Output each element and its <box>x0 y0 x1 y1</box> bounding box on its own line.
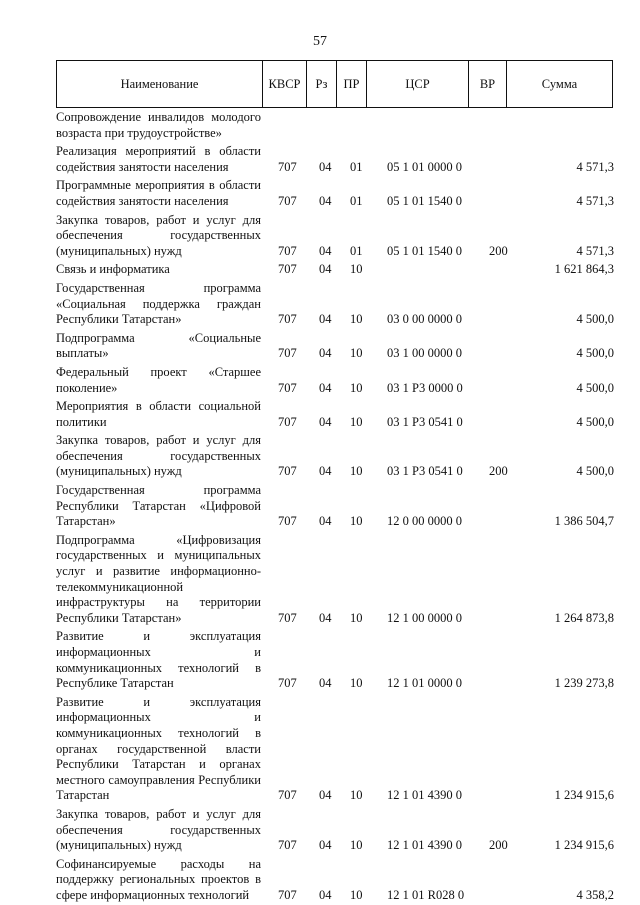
row-kvsr: 707 <box>278 262 297 277</box>
row-pr: 10 <box>350 514 363 529</box>
row-csr: 03 1 Р3 0541 0 <box>387 464 463 479</box>
row-name: Развитие и эксплуатация информационных и коммуникационных технологий в органах государственной власти Республики Татарстан и органах местного самоуправления Республики Татарстан <box>56 694 261 803</box>
table-row <box>56 695 616 804</box>
row-rz: 04 <box>319 887 332 902</box>
row-pr: 10 <box>350 838 363 853</box>
row-csr: 05 1 01 1540 0 <box>387 243 462 258</box>
header-csr: ЦСР <box>367 61 469 108</box>
row-name: Реализация мероприятий в области содействия занятости населения <box>56 144 261 174</box>
row-pr: 01 <box>350 243 363 258</box>
row-vr: 200 <box>489 838 508 853</box>
table-row <box>56 629 616 691</box>
row-rz: 04 <box>319 838 332 853</box>
row-rz: 04 <box>319 193 332 208</box>
row-csr: 03 1 Р3 0541 0 <box>387 414 463 429</box>
row-csr: 05 1 01 0000 0 <box>387 159 462 174</box>
row-kvsr: 707 <box>278 788 297 803</box>
row-pr: 10 <box>350 346 363 361</box>
row-csr: 12 1 00 0000 0 <box>387 610 462 625</box>
row-name: Государственная программа «Социальная поддержка граждан Республики Татарстан» <box>56 280 261 327</box>
row-pr: 10 <box>350 610 363 625</box>
row-rz: 04 <box>319 346 332 361</box>
row-rz: 04 <box>319 610 332 625</box>
row-name: Подпрограмма «Социальные выплаты» <box>56 330 261 361</box>
header-rz: Рз <box>307 61 337 108</box>
row-pr: 01 <box>350 159 363 174</box>
row-rz: 04 <box>319 312 332 327</box>
row-kvsr: 707 <box>278 243 297 258</box>
table-row <box>56 533 616 627</box>
row-kvsr: 707 <box>278 312 297 327</box>
budget-table-body <box>56 110 616 904</box>
row-kvsr: 707 <box>278 514 297 529</box>
row-name: Государственная программа Республики Татарстан «Цифровой Татарстан» <box>56 483 261 529</box>
row-name: Мероприятия в области социальной политики <box>56 399 261 429</box>
row-pr: 10 <box>350 887 363 902</box>
row-csr: 12 1 01 4390 0 <box>387 838 462 853</box>
row-vr: 200 <box>489 464 508 479</box>
row-name: Софинансируемые расходы на поддержку региональных проектов в сфере информационных технологий <box>56 856 261 902</box>
row-pr: 10 <box>350 312 363 327</box>
header-name: Наименование <box>57 61 263 108</box>
row-kvsr: 707 <box>278 380 297 395</box>
table-row <box>56 144 616 175</box>
row-kvsr: 707 <box>278 838 297 853</box>
row-rz: 04 <box>319 380 332 395</box>
row-csr: 05 1 01 1540 0 <box>387 193 462 208</box>
header-sum: Сумма <box>507 61 613 108</box>
row-rz: 04 <box>319 414 332 429</box>
row-csr: 12 1 01 4390 0 <box>387 788 462 803</box>
header-vr: ВР <box>469 61 507 108</box>
row-sum: 4 571,3 <box>576 159 614 174</box>
row-vr: 200 <box>489 243 508 258</box>
table-row <box>56 331 616 362</box>
row-name: Закупка товаров, работ и услуг для обеспечения государственных (муниципальных) нужд <box>56 806 261 853</box>
row-name: Закупка товаров, работ и услуг для обеспечения государственных (муниципальных) нужд <box>56 433 261 479</box>
row-rz: 04 <box>319 262 332 277</box>
row-csr: 12 1 01 R028 0 <box>387 887 465 902</box>
table-row <box>56 110 616 141</box>
row-sum: 1 234 915,6 <box>554 838 614 853</box>
row-csr: 12 1 01 0000 0 <box>387 676 462 691</box>
table-header <box>56 60 613 108</box>
row-name: Федеральный проект «Старшее поколение» <box>56 364 261 395</box>
row-sum: 4 571,3 <box>576 243 614 258</box>
table-row <box>56 483 616 530</box>
row-sum: 1 621 864,3 <box>554 262 614 277</box>
row-rz: 04 <box>319 676 332 691</box>
row-sum: 1 264 873,8 <box>554 610 614 625</box>
row-csr: 12 0 00 0000 0 <box>387 514 462 529</box>
row-sum: 4 358,2 <box>576 887 614 902</box>
row-rz: 04 <box>319 159 332 174</box>
row-csr: 03 1 00 0000 0 <box>387 346 462 361</box>
row-kvsr: 707 <box>278 159 297 174</box>
row-sum: 4 571,3 <box>576 193 614 208</box>
row-sum: 1 386 504,7 <box>554 514 614 529</box>
table-row <box>56 807 616 854</box>
row-pr: 10 <box>350 788 363 803</box>
row-sum: 4 500,0 <box>576 414 614 429</box>
row-kvsr: 707 <box>278 346 297 361</box>
table-row <box>56 262 616 278</box>
row-sum: 4 500,0 <box>576 346 614 361</box>
row-sum: 1 234 915,6 <box>554 788 614 803</box>
row-sum: 4 500,0 <box>576 380 614 395</box>
table-row <box>56 433 616 480</box>
header-pr: ПР <box>337 61 367 108</box>
table-row <box>56 857 616 904</box>
row-kvsr: 707 <box>278 464 297 479</box>
table-row <box>56 399 616 430</box>
table-row <box>56 365 616 396</box>
row-name: Сопровождение инвалидов молодого возраста при трудоустройстве» <box>56 110 261 140</box>
row-name: Подпрограмма «Цифровизация государственных и муниципальных услуг и развитие информационно-телекоммуникационной инфраструктуры на территории Республики Татарстан» <box>56 532 261 625</box>
row-pr: 01 <box>350 193 363 208</box>
row-sum: 1 239 273,8 <box>554 676 614 691</box>
table-row <box>56 178 616 209</box>
header-kvsr: КВСР <box>263 61 307 108</box>
row-rz: 04 <box>319 788 332 803</box>
row-kvsr: 707 <box>278 610 297 625</box>
row-sum: 4 500,0 <box>576 464 614 479</box>
row-kvsr: 707 <box>278 887 297 902</box>
page-number: 57 <box>313 34 327 49</box>
row-csr: 03 1 Р3 0000 0 <box>387 380 463 395</box>
row-pr: 10 <box>350 414 363 429</box>
table-row <box>56 213 616 260</box>
row-rz: 04 <box>319 514 332 529</box>
row-name: Развитие и эксплуатация информационных и коммуникационных технологий в Республике Татарстан <box>56 629 261 691</box>
row-kvsr: 707 <box>278 414 297 429</box>
row-pr: 10 <box>350 676 363 691</box>
row-name: Закупка товаров, работ и услуг для обеспечения государственных (муниципальных) нужд <box>56 212 261 258</box>
row-pr: 10 <box>350 464 363 479</box>
row-name: Программные мероприятия в области содействия занятости населения <box>56 178 261 208</box>
row-kvsr: 707 <box>278 193 297 208</box>
row-rz: 04 <box>319 464 332 479</box>
table-row <box>56 281 616 328</box>
row-name: Связь и информатика <box>56 262 170 277</box>
row-rz: 04 <box>319 243 332 258</box>
row-pr: 10 <box>350 262 363 277</box>
row-sum: 4 500,0 <box>576 312 614 327</box>
row-kvsr: 707 <box>278 676 297 691</box>
row-pr: 10 <box>350 380 363 395</box>
row-csr: 03 0 00 0000 0 <box>387 312 462 327</box>
